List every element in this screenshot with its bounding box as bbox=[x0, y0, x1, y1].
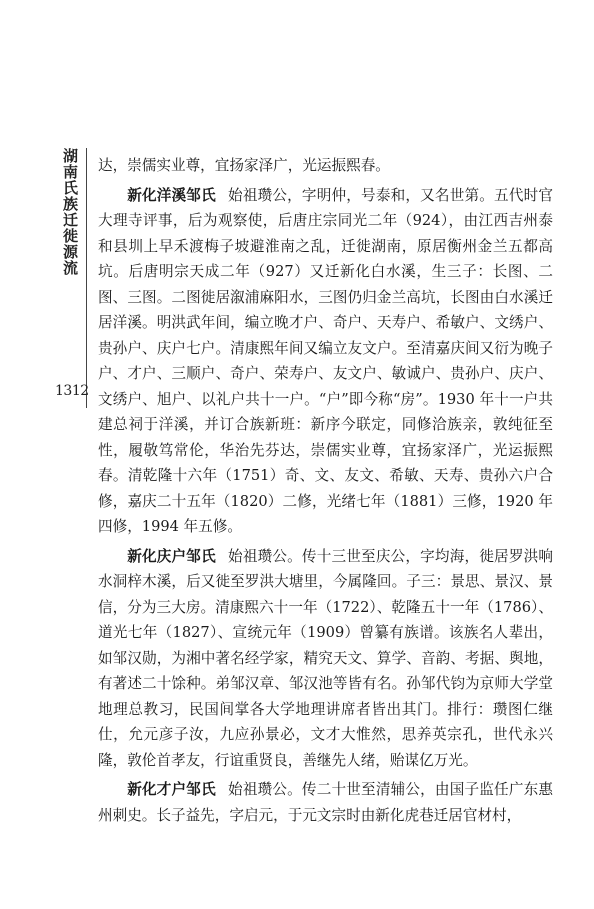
clan-heading: 新化庆户邹氏 bbox=[127, 547, 216, 565]
page-body bbox=[98, 153, 553, 832]
clan-heading: 新化才户邹氏 bbox=[127, 781, 216, 798]
paragraph-xinhua-yangxi bbox=[98, 183, 553, 540]
paragraph-xinhua-caihu bbox=[98, 777, 553, 828]
paragraph-text: 达，崇儒实业尊，宜扬家泽广，光运振熙春。 bbox=[98, 157, 390, 174]
clan-heading: 新化洋溪邹氏 bbox=[127, 186, 216, 204]
paragraph-xinhua-qinghu bbox=[98, 544, 553, 774]
paragraph-text: 始祖瓒公。传十三世至庆公，字均海，徙居罗洪响水洞梓木溪，后又徙至罗洪大塘里，今属隆回。子三：景思、景汉、景信，分为三大房。清康熙六十一年（1722）、乾隆五十一年（1786）、道光七年（1827）、宣统元年（1909）曾纂有族谱。该族名人辈出，如邹汉勋，为湘中著名经学家，精究天文、算学、音韵、考据、舆地，有著述二十馀种。弟邹汉章、邹汉池等皆有名。孙邹代钧为京师大学堂地理总教习，民国间掌各大学地理讲席者皆出其门。排行：瓒图仁继仕，允元彦子汝，九应孙景必，文才大惟然，思养英宗孔，世代永兴隆，敦伦首孝友，行谊重贤良，善继先人绪，贻谋亿万光。 bbox=[98, 547, 553, 769]
paragraph-text: 始祖瓒公，字明仲，号泰和，又名世第。五代时官大理寺评事，后为观察使，后唐庄宗同光二年（924），由江西吉州泰和县圳上早禾渡梅子坡避淮南之乱，迁徙湖南，原居衡州金兰五都高坑。后唐明宗天成二年（927）又迁新化白水溪，生三子：长图、二图、三图。二图徙居溆浦麻阳水，三图仍归金兰高坑，长图由白水溪迁居洋溪。明洪武年间，编立晚才户、奇户、天寿户、希敏户、文绣户、贵孙户、庆户七户。清康熙年间又编立友文户。至清嘉庆间又衍为晚子户、才户、三顺户、奇户、荣寿户、友文户、敏诚户、贵孙户、庆户、文绣户、旭户、以礼户共十一户。“户”即今称“房”。1930 年十一户共建总祠于洋溪，并订合族新班：新序今联定，同修洽族亲，敦纯征至性，履敬笃常伦，华治先芬达，崇儒实业尊，宜扬家泽广，光运振熙春。清乾隆十六年（1751）奇、文、友文、希敏、天寿、贵孙六户合修，嘉庆二十五年（1820）二修，光绪七年（1881）三修，1920 年四修，1994 年五修。 bbox=[98, 186, 553, 535]
paragraph-continuation bbox=[98, 153, 553, 179]
paragraph-text: 始祖瓒公。传二十世至清辅公，由国子监任广东惠州刺史。长子益先，字启元，于元文宗时由新化虎巷迁居官材村， bbox=[98, 781, 553, 824]
header-divider bbox=[86, 148, 87, 408]
page-number: 1312 bbox=[55, 383, 89, 399]
running-header-title: 湖南氏族迁徙源流 bbox=[61, 148, 79, 276]
